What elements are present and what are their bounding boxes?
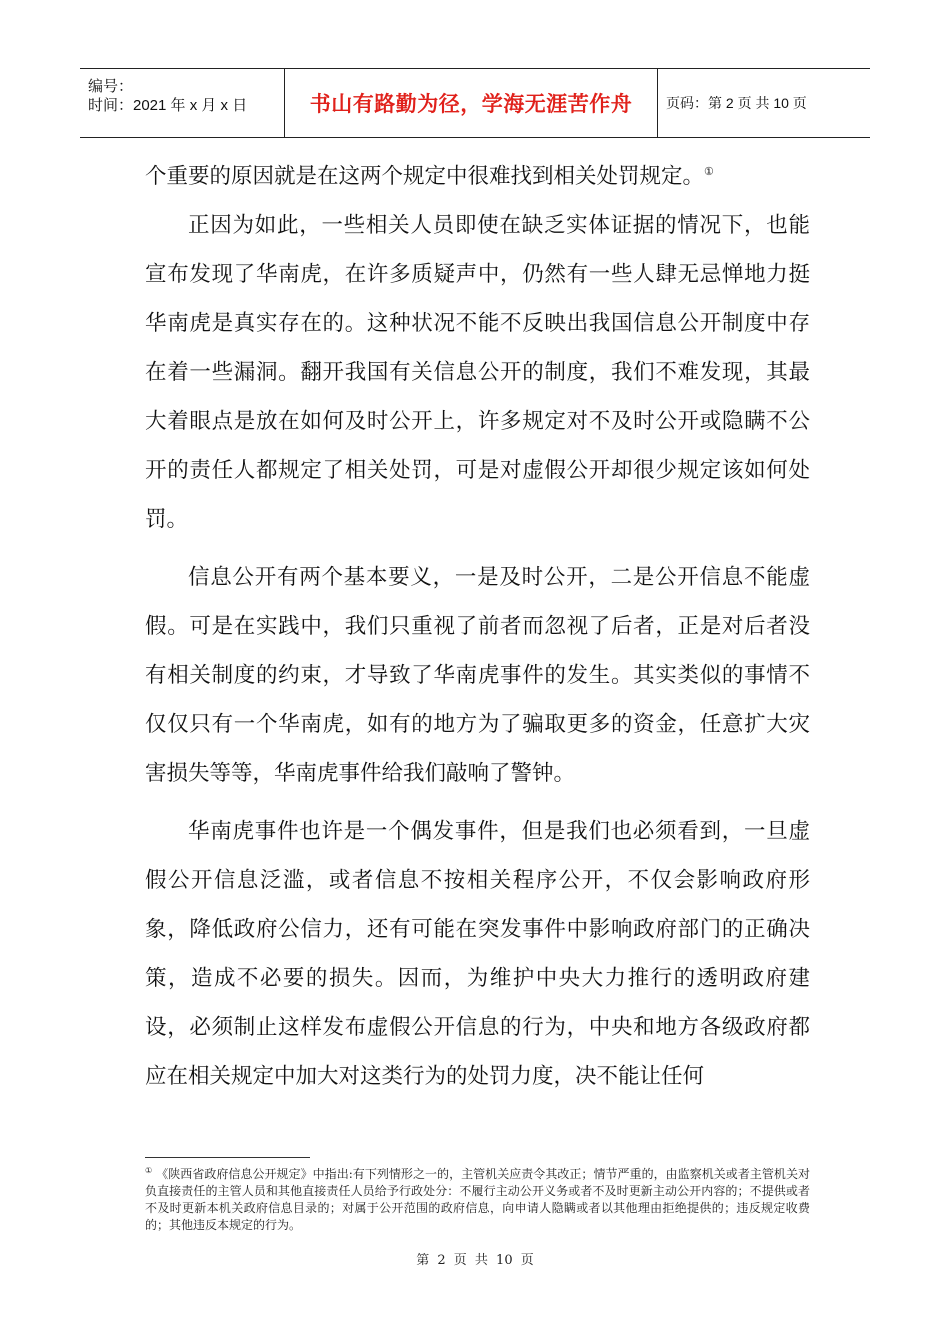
document-body (145, 152, 810, 1101)
body-paragraph (145, 152, 810, 201)
document-number-label: 编号： (88, 78, 134, 95)
page-header (80, 68, 870, 138)
footnote-reference[interactable]: ① (704, 164, 714, 178)
header-page-cell (658, 69, 870, 137)
header-meta-cell (80, 69, 285, 137)
header-motto: 书山有路勤为径，学海无涯苦作舟 (309, 92, 633, 116)
body-paragraph: 华南虎事件也许是一个偶发事件，但是我们也必须看到，一旦虚假公开信息泛滥，或者信息不按相关程序公开，不仅会影响政府形象，降低政府公信力，还有可能在突发事件中影响政府部门的正确决策，造成不必要的损失。因而，为维护中央大力推行的透明政府建设，必须制止这样发布虚假公开信息的行为，中央和地方各级政府都应在相关规定中加大对这类行为的处罚力度，决不能让任何 (145, 819, 810, 1089)
footnote-divider (145, 1157, 310, 1158)
header-motto-cell (285, 69, 658, 137)
footnote-text: 《陕西省政府信息公开规定》中指出:有下列情形之一的，主管机关应责令其改正；情节严重的，由监察机关或者主管机关对负直接责任的主管人员和其他直接责任人员给予行政处分：不履行主动公开义务或者不及时更新主动公开内容的；不提供或者不及时更新本机关政府信息目录的；对属于公开范围的政府信息，向申请人隐瞒或者以其他理由拒绝提供的；违反规定收费的；其他违反本规定的行为。 (145, 1167, 811, 1232)
body-paragraph: 正因为如此，一些相关人员即使在缺乏实体证据的情况下，也能宣布发现了华南虎，在许多质疑声中，仍然有一些人肆无忌惮地力挺华南虎是真实存在的。这种状况不能不反映出我国信息公开制度中存在着一些漏洞。翻开我国有关信息公开的制度，我们不难发现，其最大着眼点是放在如何及时公开上，许多规定对不及时公开或隐瞒不公开的责任人都规定了相关处罚，可是对虚假公开却很少规定该如何处罚。 (145, 213, 810, 532)
header-page-indicator: 页码：第 2 页 共 10 页 (666, 95, 807, 111)
footnote (145, 1162, 810, 1234)
page-number-footer: 第 2 页 共 10 页 (416, 1253, 534, 1268)
footnote-marker: ① (145, 1166, 153, 1175)
body-paragraph: 信息公开有两个基本要义，一是及时公开，二是公开信息不能虚假。可是在实践中，我们只重视了前者而忽视了后者，正是对后者没有相关制度的约束，才导致了华南虎事件的发生。其实类似的事情不仅仅只有一个华南虎，如有的地方为了骗取更多的资金，任意扩大灾害损失等等，华南虎事件给我们敲响了警钟。 (145, 565, 810, 786)
paragraph-text: 个重要的原因就是在这两个规定中很难找到相关处罚规定。 (145, 164, 705, 189)
document-date: 时间：2021 年 x 月 x 日 (88, 97, 248, 114)
